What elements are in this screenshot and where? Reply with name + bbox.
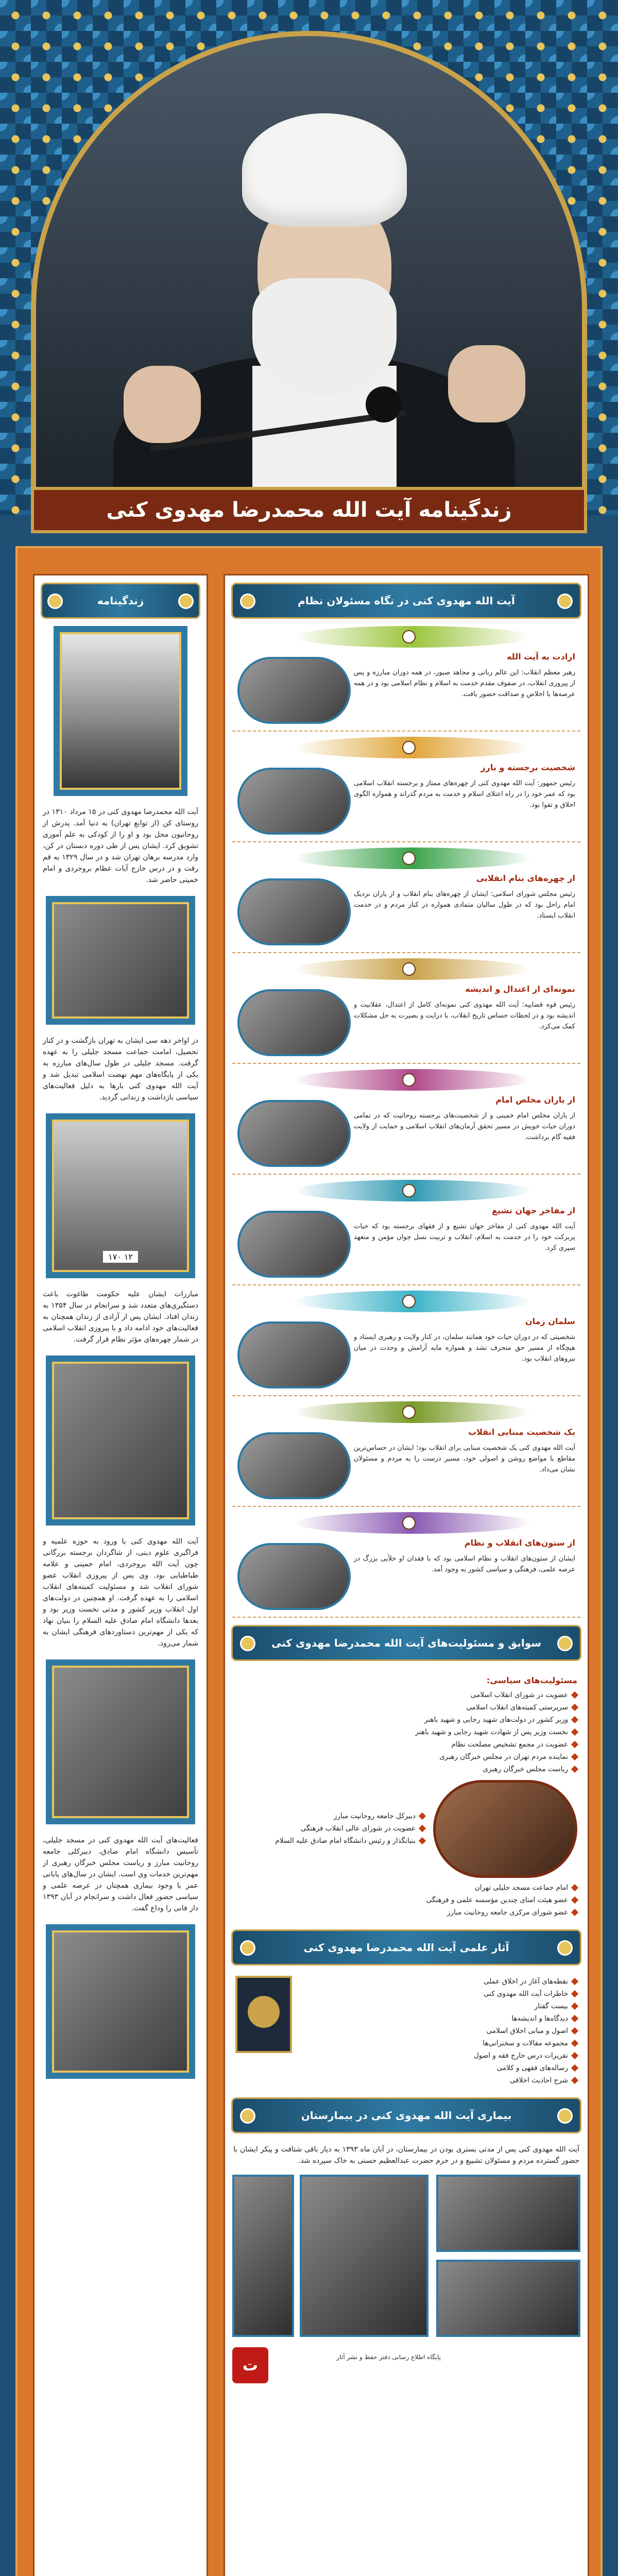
section-photo (237, 989, 351, 1056)
mourners-photo (46, 1924, 195, 2079)
section-heading: سلمان زمان (525, 1316, 575, 1326)
portrait-arch (31, 31, 587, 515)
imam-photo (46, 1659, 195, 1824)
list-item: بنیانگذار و رئیس دانشگاه امام صادق علیه السلام (235, 1835, 425, 1846)
ornament-medallion-icon (402, 741, 416, 754)
prison-photo-caption: ۱۷۰ ۱۲ (103, 1251, 138, 1263)
banner-ornament-icon (178, 594, 194, 609)
page-title: زندگینامه آیت الله محمدرضا مهدوی کنی (106, 498, 512, 522)
meeting-photo (46, 1355, 195, 1526)
hospital-photo (232, 2175, 294, 2337)
bullet-icon (571, 1909, 578, 1916)
works-banner (231, 1929, 581, 1965)
positions-list (225, 1668, 588, 1922)
bullet-icon (571, 1766, 578, 1773)
section-text: ایشان از ستون‌های انقلاب و نظام اسلامی بود که با فقدان او خلأیی بزرگ در عرصه علمی، فرهنگی و سیاسی کشور به وجود آمد. (354, 1555, 575, 1573)
list-item: عضویت در شورای عالی انقلاب فرهنگی (235, 1823, 425, 1834)
section-photo (237, 1100, 351, 1167)
banner-ornament-icon (557, 1636, 573, 1651)
list-item: سرپرستی کمیته‌های انقلاب اسلامی (235, 1702, 577, 1713)
biography-paragraph: مبارزات ایشان علیه حکومت طاغوت باعث دستگیری‌های متعدد شد و سرانجام در سال ۱۳۵۴ به زندان افتاد. ایشان پس از آزادی از زندان همچنان به فعالیت‌های خود ادامه داد و با پیروزی انقلاب اسلامی در شمار چهره‌های مؤثر نظام قرار گرفت. (43, 1290, 198, 1344)
ornament-medallion-icon (402, 1516, 416, 1530)
bullet-icon (571, 2003, 578, 2010)
list-item: مجموعه مقالات و سخنرانی‌ها (299, 2038, 577, 2049)
ornament-medallion-icon (402, 1295, 416, 1308)
quote-section (232, 1512, 580, 1618)
section-text: رئیس مجلس شورای اسلامی: ایشان از چهره‌های بنام انقلاب و از یاران نزدیک امام راحل بود که در طول سالیان متمادی همواره در کنار مردم و در خدمت انقلاب ایستاد. (354, 890, 575, 920)
section-text: شخصیتی که در دوران حیات خود همانند سلمان، در کنار ولایت و رهبری ایستاد و هیچگاه از مسیر حق منحرف نشد و همواره مایه آرامش و وحدت در میان نیروهای انقلاب بود. (354, 1333, 575, 1363)
section-heading: یک شخصیت مبنایی انقلاب (468, 1427, 575, 1437)
section-text: آیت الله مهدوی کنی از مفاخر جهان تشیع و از فقهای برجسته بود که حیات پربرکت خود را در خدمت به اسلام، انقلاب و تربیت نسل جوان مؤمن و متعهد سپری کرد. (354, 1223, 575, 1252)
bullet-icon (571, 2015, 578, 2022)
section-heading: از چهره‌های بنام انقلابی (476, 873, 575, 883)
biography-paragraph: در اواخر دهه سی ایشان به تهران بازگشت و در کنار تحصیل، امامت جماعت مسجد جلیلی را به عهده گرفت. مسجد جلیلی در طول سال‌های مبارزه به یکی از پایگاه‌های مهم نهضت اسلامی تبدیل شد و آیت الله مهدوی کنی بارها به دلیل فعالیت‌های سیاسی بازداشت و زندانی گردید. (43, 1037, 198, 1101)
section-heading: شخصیت برجسته و بارز (480, 762, 575, 772)
quote-section (232, 626, 580, 732)
ornament-medallion-icon (402, 1073, 416, 1087)
officials-banner (231, 583, 581, 619)
banner-ornament-icon (557, 2108, 573, 2124)
quote-section (232, 1291, 580, 1396)
section-photo (237, 1211, 351, 1278)
list-item: رساله‌های فقهی و کلامی (299, 2062, 577, 2074)
list-item: خاطرات آیت الله مهدوی کنی (299, 1988, 577, 1999)
bullet-icon (571, 1741, 578, 1748)
left-hand-shape (124, 366, 201, 443)
bullet-icon (571, 1753, 578, 1760)
hospital-photo (300, 2175, 428, 2337)
section-heading: ارادت به آیت الله (506, 652, 575, 662)
list-item: ریاست مجلس خبرگان رهبری (235, 1764, 577, 1775)
list-item: بیست گفتار (299, 2001, 577, 2012)
list-item: نقطه‌های آغاز در اخلاق عملی (299, 1976, 577, 1987)
hospital-photo (436, 2260, 580, 2337)
section-text: رهبر معظم انقلاب: این عالم ربانی و مجاهد صبور، در همه دوران مبارزه و پس از پیروزی انقلاب، در صفوف مقدم خدمت به اسلام و نظام اسلامی بود و در همه عرصه‌ها با اخلاص و صداقت حضور یافت. (354, 669, 575, 698)
section-photo (237, 1321, 351, 1388)
bullet-icon (571, 1691, 578, 1699)
microphone-icon (366, 386, 402, 422)
bullet-icon (571, 1728, 578, 1736)
quote-section (232, 848, 580, 953)
section-text: رئیس جمهور: آیت الله مهدوی کنی از چهره‌های ممتاز و برجسته انقلاب اسلامی بود که عمر خود را در راه اعتلای اسلام و خدمت به مردم گذراند و همواره الگوی اخلاق و تقوا بود. (354, 779, 575, 809)
group-photo (46, 896, 195, 1025)
banner-ornament-icon (557, 594, 573, 609)
bullet-icon (571, 1884, 578, 1891)
publisher-logo: ت (232, 2347, 268, 2383)
ornament-medallion-icon (402, 962, 416, 976)
prison-photo (46, 1113, 195, 1278)
bullet-icon (571, 2077, 578, 2084)
turban-shape (242, 113, 407, 227)
list-item: نماینده مردم تهران در مجلس خبرگان رهبری (235, 1751, 577, 1762)
list-item: شرح احادیث اخلاقی (299, 2075, 577, 2086)
works-banner-label: آثار علمی آیت الله محمدرضا مهدوی کنی (303, 1941, 509, 1954)
biography-banner (41, 583, 200, 619)
biography-paragraph: فعالیت‌های آیت الله مهدوی کنی در مسجد جلیلی، تأسیس دانشگاه امام صادق، دبیرکلی جامعه روحانیت مبارز و ریاست مجلس خبرگان رهبری از مهم‌ترین خدمات وی است. ایشان در سال‌های پایانی عمر با وجود بیماری همچنان در عرصه علمی و سیاسی حضور فعال داشت و سرانجام در آبان ۱۳۹۳ دار فانی را وداع گفت. (43, 1836, 198, 1912)
list-item: وزیر کشور در دولت‌های شهید رجایی و شهید باهنر (235, 1714, 577, 1725)
bullet-icon (419, 1825, 426, 1832)
bullet-icon (571, 2027, 578, 2035)
bullet-icon (571, 1896, 578, 1904)
list-item: اصول و مبانی اخلاق اسلامی (299, 2025, 577, 2037)
quotes-column (224, 574, 589, 2576)
bullet-icon (571, 1704, 578, 1711)
list-item: عضویت در مجمع تشخیص مصلحت نظام (235, 1739, 577, 1750)
works-list (225, 1973, 588, 2090)
hospital-photo-grid (232, 2175, 580, 2391)
section-photo (237, 657, 351, 724)
list-item: دیدگاه‌ها و اندیشه‌ها (299, 2013, 577, 2024)
bullet-icon (419, 1837, 426, 1844)
bullet-icon (419, 1812, 426, 1820)
bullet-icon (571, 2052, 578, 2059)
list-item: عضو هیئت امنای چندین مؤسسه علمی و فرهنگی (235, 1894, 577, 1906)
banner-ornament-icon (240, 1636, 255, 1651)
book-cover-icon (235, 1976, 292, 2053)
ornament-medallion-icon (402, 1405, 416, 1419)
bullet-icon (571, 1990, 578, 1997)
positions-banner (231, 1625, 581, 1661)
list-item: نخست وزیر پس از شهادت شهید رجایی و شهید باهنر (235, 1726, 577, 1738)
banner-ornament-icon (240, 2108, 255, 2124)
beard-shape (252, 278, 397, 397)
bullet-icon (571, 2040, 578, 2047)
hospital-banner (231, 2097, 581, 2133)
bullet-icon (571, 1716, 578, 1723)
list-item: تقریرات درس خارج فقه و اصول (299, 2050, 577, 2061)
section-heading: نمونه‌ای از اعتدال و اندیشه (465, 984, 575, 994)
section-photo (237, 878, 351, 945)
biography-paragraph: آیت الله مهدوی کنی با ورود به حوزه علمیه و فراگیری علوم دینی، از شاگردان برجسته بزرگانی چون آیت الله بروجردی، امام خمینی و علامه طباطبایی بود. وی پس از پیروزی انقلاب عضو شورای انقلاب شد و مسئولیت کمیته‌های انقلاب اسلامی را به عهده گرفت. او همچنین در دولت‌های اول انقلاب وزیر کشور و مدتی نخست وزیر بود و بعدها دانشگاه امام صادق علیه السلام را بنیان نهاد که یکی از مهم‌ترین دستاوردهای فرهنگی ایشان به شمار می‌رود. (43, 1537, 198, 1648)
section-heading: از یاران مخلص امام (495, 1095, 575, 1105)
biography-column (33, 574, 208, 2576)
ornament-medallion-icon (402, 630, 416, 643)
section-photo (237, 1432, 351, 1499)
list-item: دبیرکل جامعه روحانیت مبارز (235, 1810, 425, 1822)
section-text: از یاران مخلص امام خمینی و از شخصیت‌های برجسته روحانیت که در تمامی دوران حیات خویش در مسیر تحقق آرمان‌های انقلاب اسلامی و حمایت از ولایت فقیه گام برداشت. (354, 1112, 575, 1141)
list-item: امام جماعت مسجد جلیلی تهران (235, 1882, 577, 1893)
hospital-photo (436, 2175, 580, 2252)
section-heading: از ستون‌های انقلاب و نظام (464, 1538, 575, 1548)
quote-section (232, 1180, 580, 1285)
officials-banner-label: آیت الله مهدوی کنی در نگاه مسئولان نظام (298, 595, 515, 607)
page-title-bar (31, 487, 587, 533)
quote-section (232, 1401, 580, 1507)
bullet-icon (571, 2064, 578, 2072)
banner-ornament-icon (240, 594, 255, 609)
section-heading: از مفاخر جهان تشیع (492, 1206, 575, 1215)
banner-ornament-icon (557, 1940, 573, 1956)
content-frame (15, 546, 603, 2576)
section-photo (237, 768, 351, 835)
banner-ornament-icon (240, 1940, 255, 1956)
bullet-icon (571, 1978, 578, 1985)
ornament-medallion-icon (402, 852, 416, 865)
right-hand-shape (448, 345, 525, 422)
publisher-text: پایگاه اطلاع رسانی دفتر حفظ و نشر آثار (336, 2353, 441, 2361)
ornament-medallion-icon (402, 1184, 416, 1197)
hospital-banner-label: بیماری آیت الله مهدوی کنی در بیمارستان (301, 2109, 512, 2122)
quote-section (232, 958, 580, 1064)
list-item: عضویت در شورای انقلاب اسلامی (235, 1689, 577, 1701)
section-text: آیت الله مهدوی کنی یک شخصیت مبنایی برای انقلاب بود؛ ایشان در حساس‌ترین مقاطع با مواضع روشن و اصولی خود، مسیر درست را به مردم و مسئولان نشان می‌داد. (354, 1444, 575, 1473)
hospital-text: آیت الله مهدوی کنی پس از مدتی بستری بودن در بیمارستان، در آبان ماه ۱۳۹۳ به دیار باقی شتافت و پیکر ایشان با حضور گسترده مردم و مسئولان تشییع و در حرم حضرت عبدالعظیم حسنی به خاک سپرده شد. (233, 2145, 580, 2165)
section-text: رئیس قوه قضاییه: آیت الله مهدوی کنی نمونه‌ای کامل از اعتدال، عقلانیت و اندیشه بود و در لحظات حساس تاریخ انقلاب، با درایت و بصیرت به حل مشکلات کمک می‌کرد. (354, 1001, 575, 1030)
banner-ornament-icon (47, 594, 63, 609)
list-item: عضو شورای مرکزی جامعه روحانیت مبارز (235, 1907, 577, 1918)
biography-paragraph: آیت الله محمدرضا مهدوی کنی در ۱۵ مرداد ۱۳۱۰ در روستای کن (از توابع تهران) به دنیا آمد. پدرش از روحانیون محل بود و او را از کودکی به علم آموزی تشویق کرد. ایشان پس از طی دوره دبستان در کن، وارد مدرسه برهان تهران شد و در سال ۱۳۲۹ به قم رفت و در درس خارج آیات عظام بروجردی و امام خمینی حاضر شد. (43, 808, 199, 884)
header-banner (0, 0, 618, 522)
quote-section (232, 737, 580, 842)
young-portrait-photo (54, 626, 187, 796)
quote-section (232, 1069, 580, 1175)
section-photo (237, 1543, 351, 1610)
portrait-round-photo (433, 1780, 577, 1878)
positions-banner-label: سوابق و مسئولیت‌های آیت الله محمدرضا مهدوی کنی (271, 1637, 541, 1649)
biography-banner-label: زندگینامه (97, 595, 144, 607)
positions-heading: مسئولیت‌های سیاسی: (486, 1675, 577, 1685)
